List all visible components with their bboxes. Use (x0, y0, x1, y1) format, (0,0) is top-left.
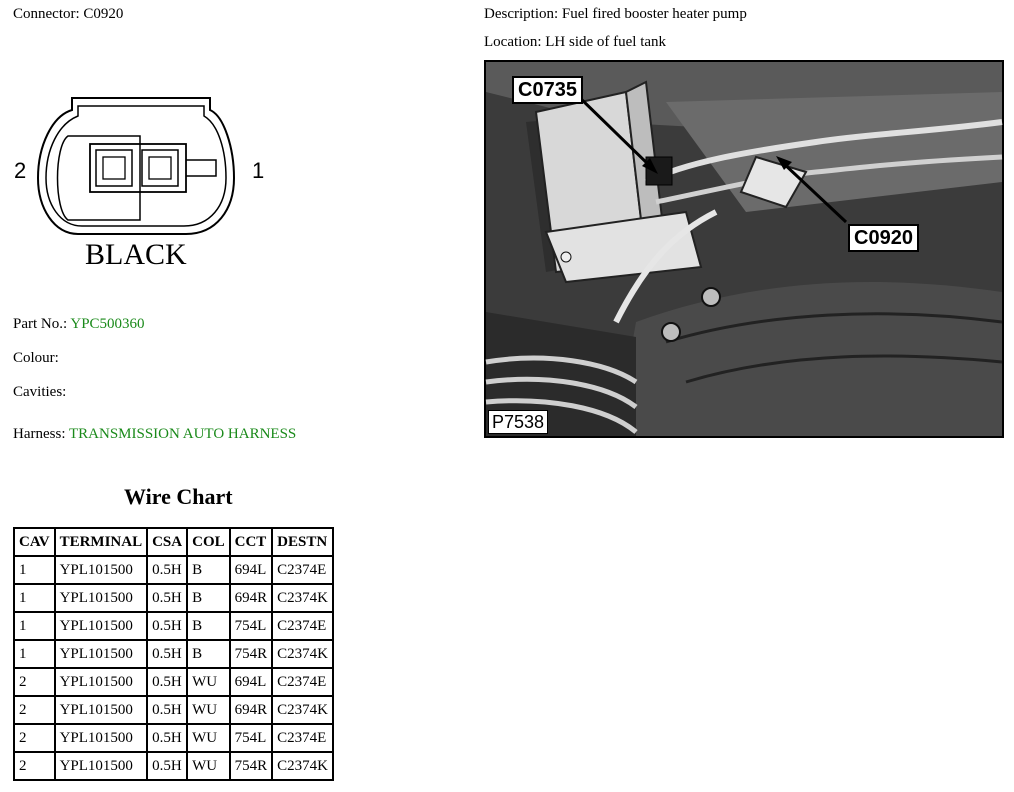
cell-csa: 0.5H (147, 752, 187, 780)
wire-chart-table (13, 527, 334, 781)
wire-chart-title: Wire Chart (124, 484, 233, 509)
cell-terminal: YPL101500 (55, 640, 148, 668)
cell-terminal: YPL101500 (55, 584, 148, 612)
column-header-destn: DESTN (272, 528, 333, 556)
cell-terminal: YPL101500 (55, 612, 148, 640)
connector-face-diagram (10, 88, 265, 278)
harness-label: Harness: (13, 426, 66, 442)
cell-col: B (187, 612, 230, 640)
table-row (14, 724, 333, 752)
cell-cav: 1 (14, 612, 55, 640)
cell-col: B (187, 584, 230, 612)
cell-destn: C2374E (272, 556, 333, 584)
cell-terminal: YPL101500 (55, 752, 148, 780)
cell-cav: 1 (14, 584, 55, 612)
table-row (14, 584, 333, 612)
cell-cct: 694R (230, 696, 273, 724)
column-header-col: COL (187, 528, 230, 556)
cell-cct: 754R (230, 640, 273, 668)
cell-col: B (187, 556, 230, 584)
part-number-label: Part No.: (13, 316, 68, 332)
cell-destn: C2374K (272, 584, 333, 612)
photo-callout-c0735: C0735 (512, 76, 583, 104)
cell-cct: 754R (230, 752, 273, 780)
connector-label: Connector: (13, 6, 80, 22)
table-row (14, 668, 333, 696)
cell-cav: 1 (14, 556, 55, 584)
location-photo-illustration (486, 62, 1002, 436)
cell-csa: 0.5H (147, 612, 187, 640)
cell-col: WU (187, 668, 230, 696)
table-row (14, 752, 333, 780)
location-label: Location: (484, 34, 542, 50)
description-line (484, 6, 747, 23)
photo-callout-c0920: C0920 (848, 224, 919, 252)
location-value: LH side of fuel tank (545, 34, 667, 50)
cell-terminal: YPL101500 (55, 724, 148, 752)
cell-csa: 0.5H (147, 640, 187, 668)
cavities-label: Cavities: (13, 384, 67, 400)
column-header-cct: CCT (230, 528, 273, 556)
colour-label: Colour: (13, 350, 59, 366)
cell-destn: C2374E (272, 612, 333, 640)
cell-cct: 694L (230, 556, 273, 584)
photo-id-label: P7538 (488, 410, 548, 434)
location-line (484, 34, 666, 51)
cell-csa: 0.5H (147, 696, 187, 724)
cell-cct: 754L (230, 724, 273, 752)
cell-destn: C2374K (272, 752, 333, 780)
cell-col: WU (187, 696, 230, 724)
table-row (14, 556, 333, 584)
cell-cct: 754L (230, 612, 273, 640)
cell-col: WU (187, 752, 230, 780)
cell-csa: 0.5H (147, 668, 187, 696)
cell-cav: 2 (14, 668, 55, 696)
location-photo (484, 60, 1004, 438)
cell-terminal: YPL101500 (55, 668, 148, 696)
harness-line (13, 426, 296, 443)
part-number-line (13, 316, 145, 333)
connector-id: C0920 (83, 6, 124, 22)
harness-link[interactable]: TRANSMISSION AUTO HARNESS (68, 426, 297, 442)
cell-destn: C2374K (272, 640, 333, 668)
connector-color-label: BLACK (85, 238, 187, 271)
column-header-csa: CSA (147, 528, 187, 556)
cell-csa: 0.5H (147, 584, 187, 612)
pin-2-label: 2 (14, 158, 27, 183)
cell-terminal: YPL101500 (55, 556, 148, 584)
connector-line (13, 6, 123, 23)
cell-terminal: YPL101500 (55, 696, 148, 724)
table-row (14, 640, 333, 668)
description-label: Description: (484, 6, 559, 22)
cell-cct: 694R (230, 584, 273, 612)
cell-destn: C2374E (272, 668, 333, 696)
cell-cav: 2 (14, 724, 55, 752)
wire-chart-body (14, 556, 333, 780)
table-header-row (14, 528, 333, 556)
column-header-cav: CAV (14, 528, 55, 556)
cell-destn: C2374E (272, 724, 333, 752)
cavities-line (13, 384, 66, 401)
cell-csa: 0.5H (147, 724, 187, 752)
cell-cct: 694L (230, 668, 273, 696)
colour-line (13, 350, 59, 367)
table-row (14, 612, 333, 640)
cell-cav: 2 (14, 696, 55, 724)
cell-csa: 0.5H (147, 556, 187, 584)
cell-destn: C2374K (272, 696, 333, 724)
cell-col: WU (187, 724, 230, 752)
cell-cav: 1 (14, 640, 55, 668)
cell-col: B (187, 640, 230, 668)
column-header-terminal: TERMINAL (55, 528, 148, 556)
part-number-link[interactable]: YPC500360 (70, 316, 145, 332)
cell-cav: 2 (14, 752, 55, 780)
table-row (14, 696, 333, 724)
description-value: Fuel fired booster heater pump (561, 6, 747, 22)
pin-1-label: 1 (252, 158, 265, 183)
